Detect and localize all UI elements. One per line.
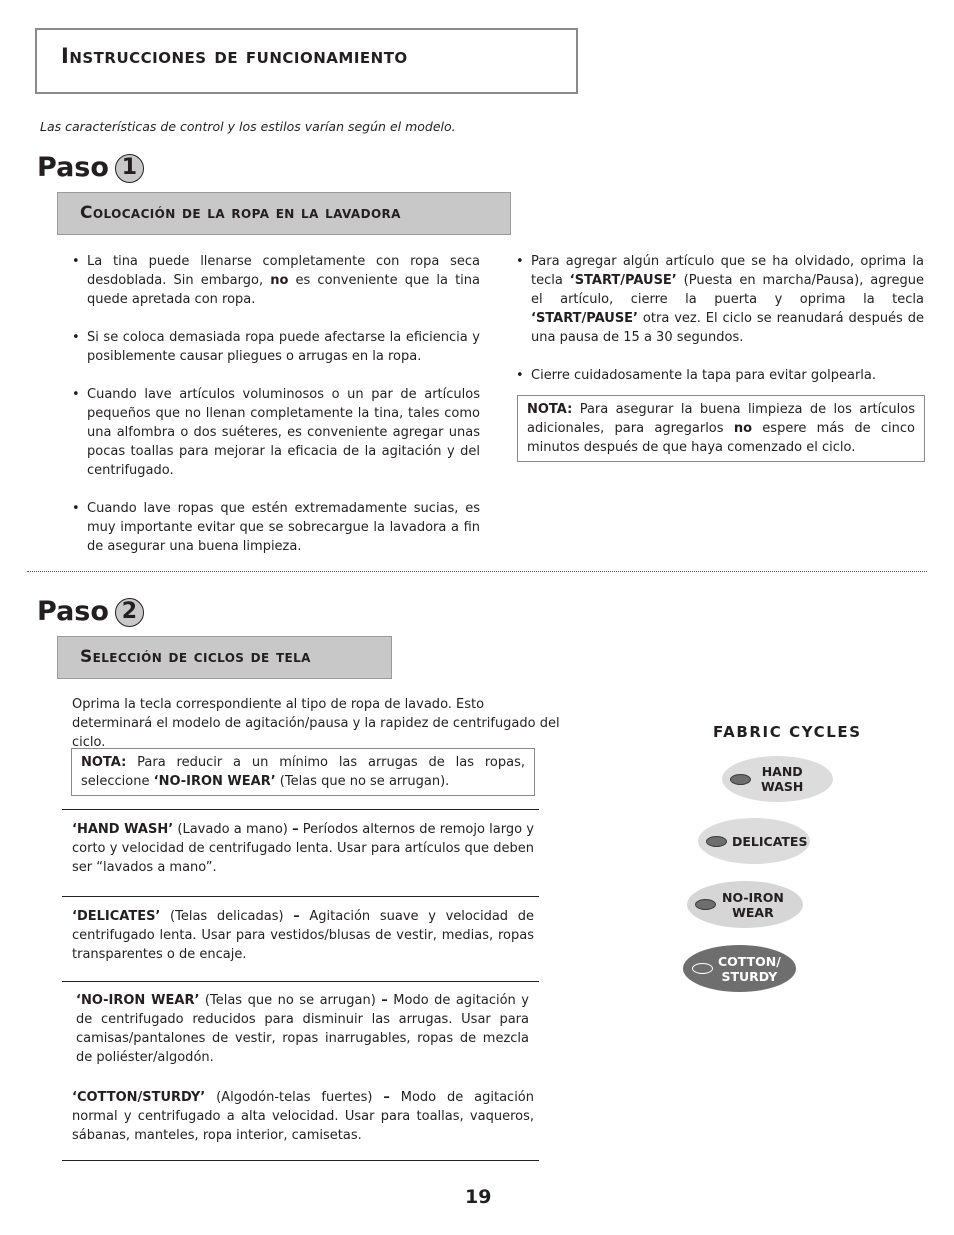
page-title: Instrucciones de funcionamiento [61, 44, 408, 68]
note-label: NOTA: [527, 402, 573, 417]
section-title-seleccion: Selección de ciclos de tela [80, 647, 311, 667]
cycle-cotton-sturdy-entry: ‘COTTON/STURDY’ (Algodón-telas fuertes) – Modo de agitación normal y centrifugado a alta velocidad. Usar para toallas, vaqueros, sábanas, manteles, ropa interior, camisetas. [62, 1078, 539, 1161]
indicator-light-icon [695, 899, 716, 910]
section-divider [27, 571, 927, 572]
hand-wash-label: HAND WASH [761, 764, 804, 794]
cycle-no-iron-wear-entry: ‘NO-IRON WEAR’ (Telas que no se arrugan) – Modo de agitación y de centrifugado reducidos para disminuir las arrugas. Usar para camisas/pantalones de vestir, ropas inarrugables, ropas de mezcla de poliéster/algodón. [62, 981, 539, 1076]
list-item: • Si se coloca demasiada ropa puede afectarse la eficiencia y posiblemente causar pliegues o arrugas en la ropa. [72, 328, 480, 366]
cotton-sturdy-label: COTTON/ STURDY [718, 953, 781, 984]
indicator-light-icon [692, 963, 713, 974]
indicator-light-icon [706, 836, 727, 847]
section-bar-colocacion [57, 192, 511, 235]
section-title-colocacion: Colocación de la ropa en la lavadora [80, 203, 401, 223]
note-label: NOTA: [81, 755, 127, 770]
indicator-light-icon [730, 774, 751, 785]
page-number: 19 [465, 1186, 492, 1208]
paso-1-heading [37, 153, 144, 183]
paso-2-label: Paso [37, 596, 109, 627]
paso-1-right-list [516, 252, 924, 404]
paso-2-intro: Oprima la tecla correspondiente al tipo de ropa de lavado. Esto determinará el modelo de agitación/pausa y la rapidez de centrifugado del ciclo. [72, 697, 560, 750]
paso-1-label: Paso [37, 152, 109, 183]
list-item: • Cierre cuidadosamente la tapa para evitar golpearla. [516, 366, 924, 385]
no-iron-wear-label: NO-IRON WEAR [722, 889, 784, 920]
cotton-sturdy-button[interactable] [683, 945, 796, 992]
paso-1-left-list [72, 252, 480, 575]
list-item: • Para agregar algún artículo que se ha olvidado, oprima la tecla ‘START/PAUSE’ (Puesta en marcha/Pausa), agregue el artículo, cierre la puerta y oprima la tecla ‘START/PAUSE’ otra vez. El ciclo se reanudará después de una pausa de 15 a 30 segundos. [516, 252, 924, 347]
paso-1-number: 1 [115, 154, 144, 183]
paso-2-note: NOTA: Para reducir a un mínimo las arrugas de las ropas, seleccione ‘NO-IRON WEAR’ (Telas que no se arrugan). [71, 748, 535, 796]
page-title-box [35, 28, 578, 94]
no-iron-wear-button[interactable] [687, 881, 803, 928]
list-item: • Cuando lave ropas que estén extremadamente sucias, es muy importante evitar que se sobrecargue la lavadora a fin de asegurar una buena limpieza. [72, 499, 480, 556]
paso-2-heading [37, 597, 144, 627]
cycle-hand-wash-entry: ‘HAND WASH’ (Lavado a mano) – Períodos alternos de remojo largo y corto y velocidad de centrifugado lenta. Usar para artículos que deben ser “lavados a mano”. [62, 809, 539, 897]
paso-2-number: 2 [115, 598, 144, 627]
delicates-button[interactable] [698, 818, 810, 864]
page-subtitle: Las características de control y los estilos varían según el modelo. [40, 119, 456, 134]
hand-wash-button[interactable] [722, 756, 833, 802]
list-item: • La tina puede llenarse completamente con ropa seca desdoblada. Sin embargo, no es conveniente que la tina quede apretada con ropa. [72, 252, 480, 309]
section-bar-seleccion [57, 636, 392, 679]
list-item: • Cuando lave artículos voluminosos o un par de artículos pequeños que no llenan completamente la tina, tales como una alfombra o dos suéteres, es conveniente agregar unas pocas toallas para mejorar la eficacia de la agitación y del centrifugado. [72, 385, 480, 480]
delicates-label: DELICATES [732, 833, 808, 849]
cycle-delicates-entry: ‘DELICATES’ (Telas delicadas) – Agitación suave y velocidad de centrifugado lenta. Usar para vestidos/blusas de vestir, medias, ropas transparentes o de encaje. [62, 896, 539, 984]
fabric-cycles-title: FABRIC CYCLES [713, 723, 862, 741]
paso-1-note: NOTA: Para asegurar la buena limpieza de los artículos adicionales, para agregarlos no espere más de cinco minutos después de que haya comenzado el ciclo. [517, 395, 925, 462]
